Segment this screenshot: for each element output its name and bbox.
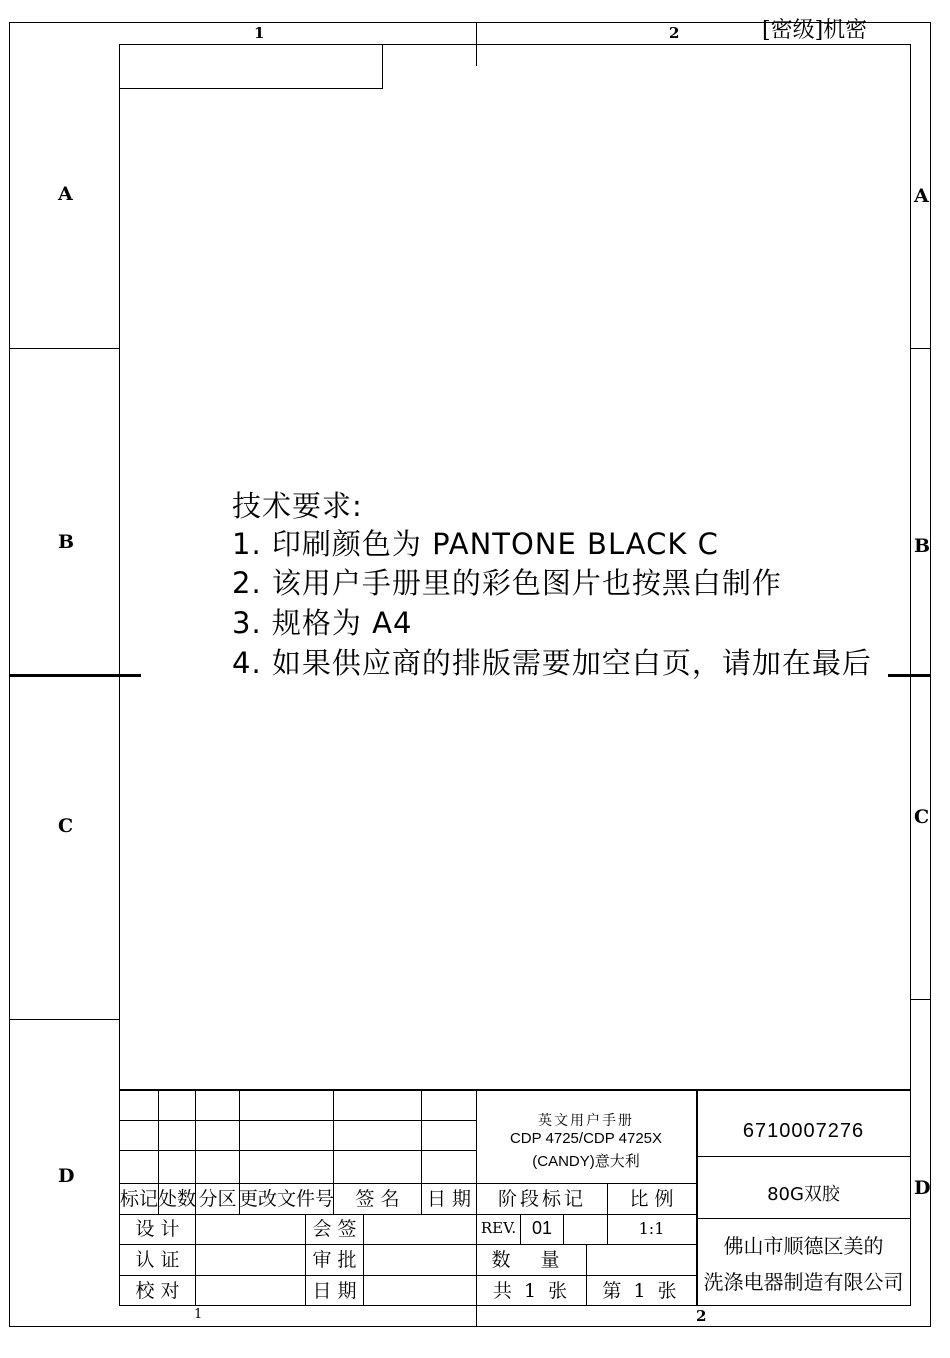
tb-hline bbox=[119, 1183, 696, 1184]
left-zone-divider-bc bbox=[9, 674, 141, 677]
tb-hline bbox=[119, 1244, 696, 1245]
tb-material: 80G双胶 bbox=[767, 1184, 840, 1205]
right-zone-divider-cd bbox=[911, 999, 931, 1000]
tb-header-mark: 标记 bbox=[119, 1188, 158, 1210]
requirement-item-1: 1. 印刷颜色为 PANTONE BLACK C bbox=[232, 527, 719, 561]
requirements-title: 技术要求: bbox=[232, 489, 363, 523]
tb-role-check: 校 对 bbox=[135, 1280, 180, 1302]
tb-hline bbox=[119, 1089, 911, 1091]
tb-scale-value: 1:1 bbox=[638, 1219, 665, 1238]
tb-quantity-label: 数 量 bbox=[491, 1249, 572, 1271]
tb-scale-label: 比 例 bbox=[629, 1188, 674, 1210]
zone-label-right-b: B bbox=[914, 535, 931, 557]
top-left-code-box bbox=[119, 44, 383, 89]
tb-sheet-number: 第 1 张 bbox=[602, 1280, 680, 1302]
tb-stage-mark-label: 阶段标记 bbox=[497, 1188, 586, 1210]
zone-label-top-1: 1 bbox=[254, 24, 265, 42]
tb-role-countersign: 会 签 bbox=[312, 1218, 357, 1240]
right-zone-divider-bc bbox=[888, 674, 931, 677]
tb-header-count: 处数 bbox=[158, 1188, 197, 1210]
tb-role-approve: 审 批 bbox=[312, 1249, 357, 1271]
tb-hline bbox=[119, 1120, 476, 1121]
confidentiality-label: [密级]机密 bbox=[762, 18, 868, 43]
zone-label-right-c: C bbox=[914, 806, 930, 828]
tb-header-signature: 签 名 bbox=[355, 1188, 400, 1210]
doc-title-line3: (CANDY)意大利 bbox=[532, 1153, 640, 1170]
right-zone-divider-ab bbox=[911, 348, 931, 349]
zone-label-left-b: B bbox=[58, 531, 75, 553]
tb-part-number: 6710007276 bbox=[742, 1120, 865, 1142]
tb-rev-label: REV. bbox=[480, 1219, 517, 1237]
zone-label-bottom-1: 1 bbox=[194, 1307, 203, 1322]
zone-label-right-d: D bbox=[914, 1177, 931, 1199]
tb-role-design: 设 计 bbox=[135, 1218, 180, 1240]
tb-role-verify: 认 证 bbox=[135, 1249, 180, 1271]
doc-title-line1: 英文用户手册 bbox=[538, 1113, 634, 1129]
tb-company-line1: 佛山市顺德区美的 bbox=[723, 1234, 884, 1258]
left-zone-divider-cd bbox=[9, 1019, 119, 1020]
requirement-item-4: 4. 如果供应商的排版需要加空白页，请加在最后 bbox=[232, 646, 872, 680]
tb-role-date: 日 期 bbox=[312, 1280, 357, 1302]
zone-label-left-c: C bbox=[58, 815, 74, 837]
bottom-center-tick bbox=[476, 1306, 477, 1327]
doc-title-line2: CDP 4725/CDP 4725X bbox=[509, 1130, 663, 1147]
zone-label-left-d: D bbox=[58, 1165, 75, 1187]
requirement-item-2: 2. 该用户手册里的彩色图片也按黑白制作 bbox=[232, 566, 782, 600]
tb-hline bbox=[119, 1214, 696, 1215]
tb-hline bbox=[696, 1156, 911, 1157]
tb-rev-value: 01 bbox=[531, 1218, 553, 1238]
zone-label-bottom-2: 2 bbox=[696, 1307, 707, 1325]
zone-label-left-a: A bbox=[58, 183, 73, 205]
tb-hline bbox=[696, 1218, 911, 1219]
tb-header-date: 日 期 bbox=[426, 1188, 472, 1210]
tb-header-zone: 分区 bbox=[198, 1188, 237, 1210]
requirement-item-3: 3. 规格为 A4 bbox=[232, 606, 413, 640]
top-center-tick bbox=[476, 22, 477, 66]
zone-label-top-2: 2 bbox=[669, 24, 680, 42]
tb-company-line2: 洗涤电器制造有限公司 bbox=[703, 1270, 904, 1294]
tb-sheets-total: 共 1 张 bbox=[492, 1280, 571, 1302]
tb-hline bbox=[119, 1150, 476, 1151]
left-zone-divider-ab bbox=[9, 348, 119, 349]
tb-header-change-doc: 更改文件号 bbox=[239, 1188, 335, 1210]
zone-label-right-a: A bbox=[914, 185, 929, 207]
tb-hline bbox=[119, 1275, 696, 1276]
